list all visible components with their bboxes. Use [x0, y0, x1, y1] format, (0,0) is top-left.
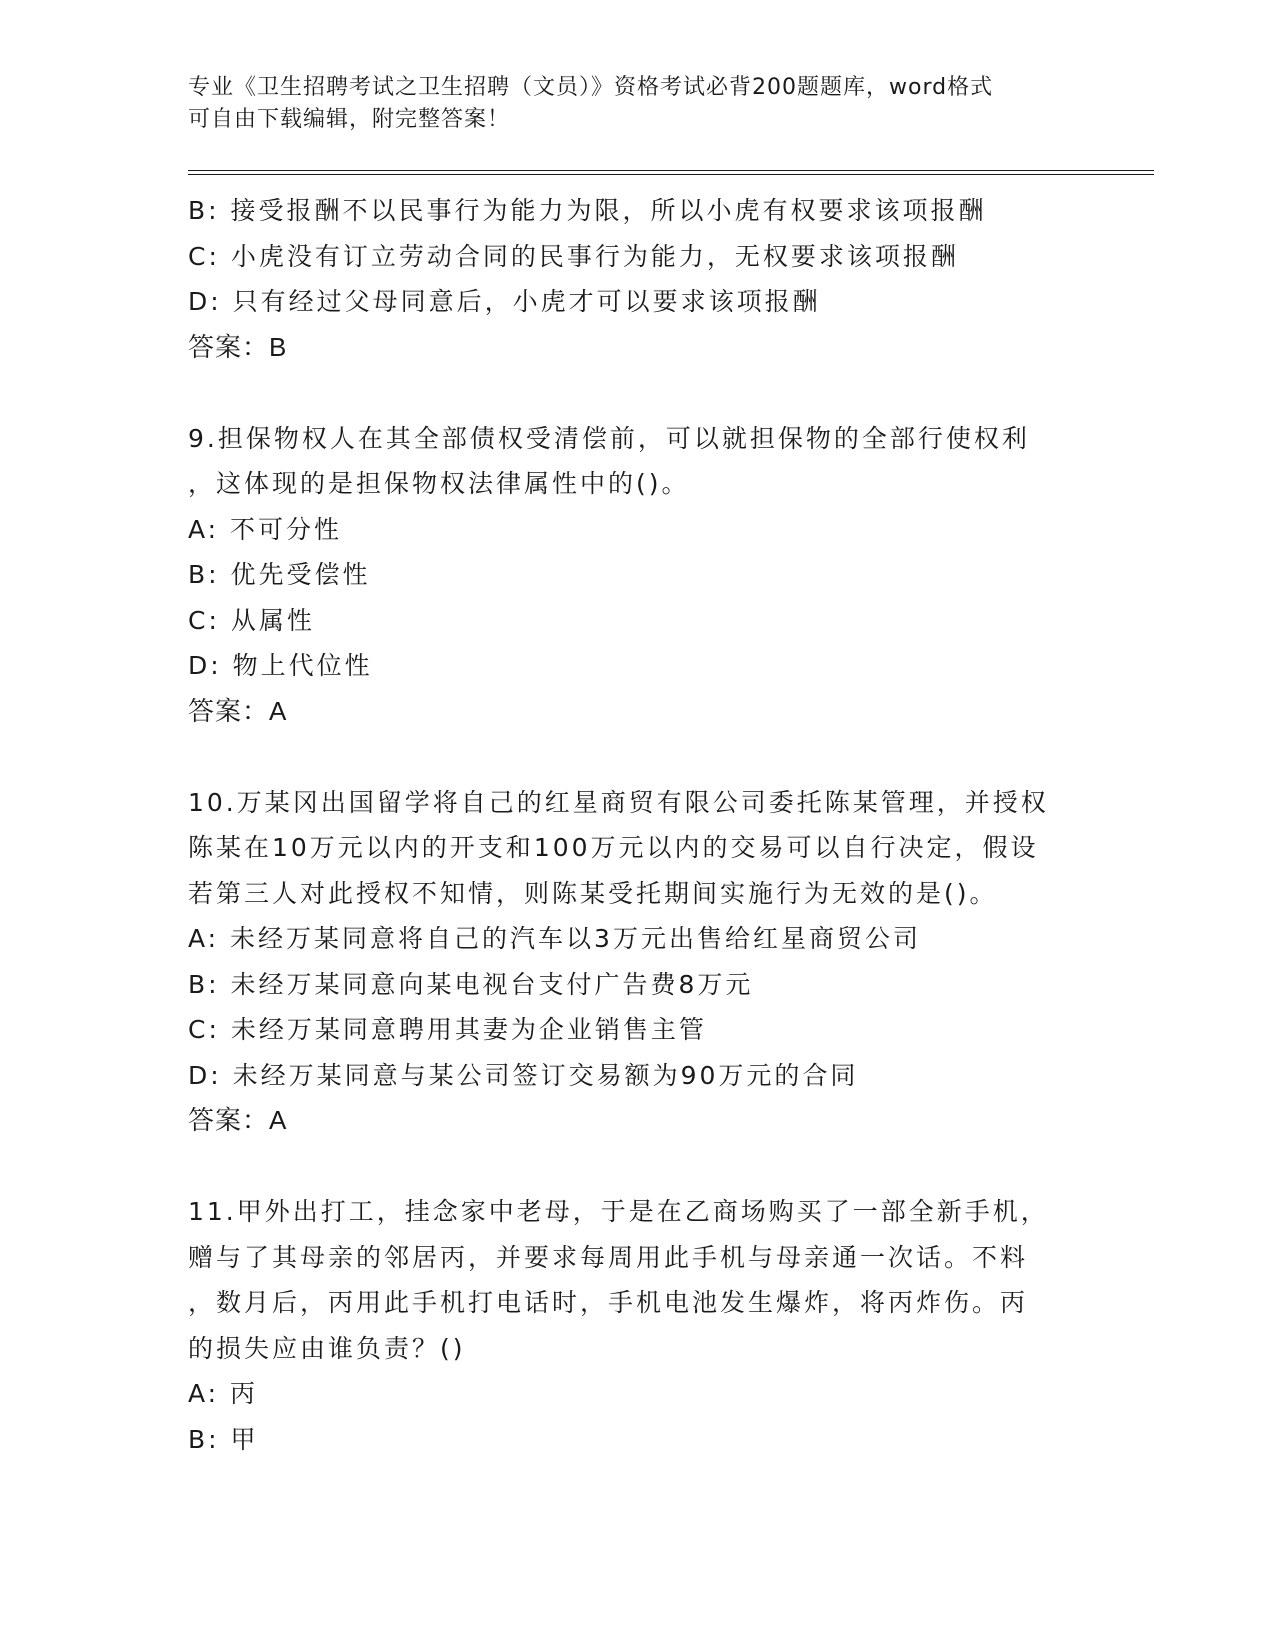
- question-11: [188, 1189, 1088, 1462]
- answer-line: 答案：A: [188, 1105, 288, 1135]
- option-c: C: 从属性: [188, 605, 315, 635]
- option-b: B: 未经万某同意向某电视台支付广告费8万元: [188, 969, 754, 999]
- option-a: A: 未经万某同意将自己的汽车以3万元出售给红星商贸公司: [188, 924, 921, 953]
- question-text: 的损失应由谁负责？(): [188, 1333, 466, 1363]
- spacer: [188, 370, 1088, 416]
- question-9: [188, 416, 1088, 735]
- question-text: 11.甲外出打工，挂念家中老母，于是在乙商场购买了一部全新手机，: [188, 1197, 1049, 1226]
- option-c: C: 未经万某同意聘用其妻为企业销售主管: [188, 1015, 707, 1044]
- option-b: B: 甲: [188, 1424, 259, 1454]
- question-text: 10.万某冈出国留学将自己的红星商贸有限公司委托陈某管理，并授权: [188, 787, 1049, 817]
- question-8-continued: [188, 188, 1088, 370]
- header-title-line-2: 可自由下载编辑，附完整答案！: [188, 107, 511, 132]
- option-c: C: 小虎没有订立劳动合同的民事行为能力，无权要求该项报酬: [188, 241, 959, 271]
- spacer: [188, 734, 1088, 780]
- question-text: 若第三人对此授权不知情，则陈某受托期间实施行为无效的是()。: [188, 878, 998, 908]
- option-a: A: 丙: [188, 1379, 259, 1408]
- question-text: 陈某在10万元以内的开支和100万元以内的交易可以自行决定，假设: [188, 833, 1039, 862]
- option-b: B: 接受报酬不以民事行为能力为限，所以小虎有权要求该项报酬: [188, 196, 987, 225]
- option-d: D: 物上代位性: [188, 651, 373, 680]
- option-b: B: 优先受偿性: [188, 560, 371, 589]
- option-a: A: 不可分性: [188, 514, 343, 544]
- question-text: ，数月后，丙用此手机打电话时，手机电池发生爆炸，将丙炸伤。丙: [188, 1288, 1029, 1317]
- spacer: [188, 1144, 1088, 1190]
- question-text: 赠与了其母亲的邻居丙，并要求每周用此手机与母亲通一次话。不料: [188, 1242, 1029, 1272]
- question-text: 9.担保物权人在其全部债权受清偿前，可以就担保物的全部行使权利: [188, 423, 1030, 453]
- question-text: ，这体现的是担保物权法律属性中的()。: [188, 469, 690, 498]
- question-10: [188, 780, 1088, 1144]
- answer-line: 答案：B: [188, 331, 288, 362]
- answer-line: 答案：A: [188, 695, 288, 726]
- header-divider-top: [188, 170, 1154, 171]
- option-d: D: 只有经过父母同意后，小虎才可以要求该项报酬: [188, 287, 821, 316]
- document-header: [188, 72, 1088, 136]
- header-divider-bottom: [188, 174, 1154, 175]
- question-content: [188, 188, 1088, 1462]
- option-d: D: 未经万某同意与某公司签订交易额为90万元的合同: [188, 1060, 859, 1090]
- header-title-line-1: 专业《卫生招聘考试之卫生招聘（文员）》资格考试必背200题题库，word格式: [188, 75, 994, 100]
